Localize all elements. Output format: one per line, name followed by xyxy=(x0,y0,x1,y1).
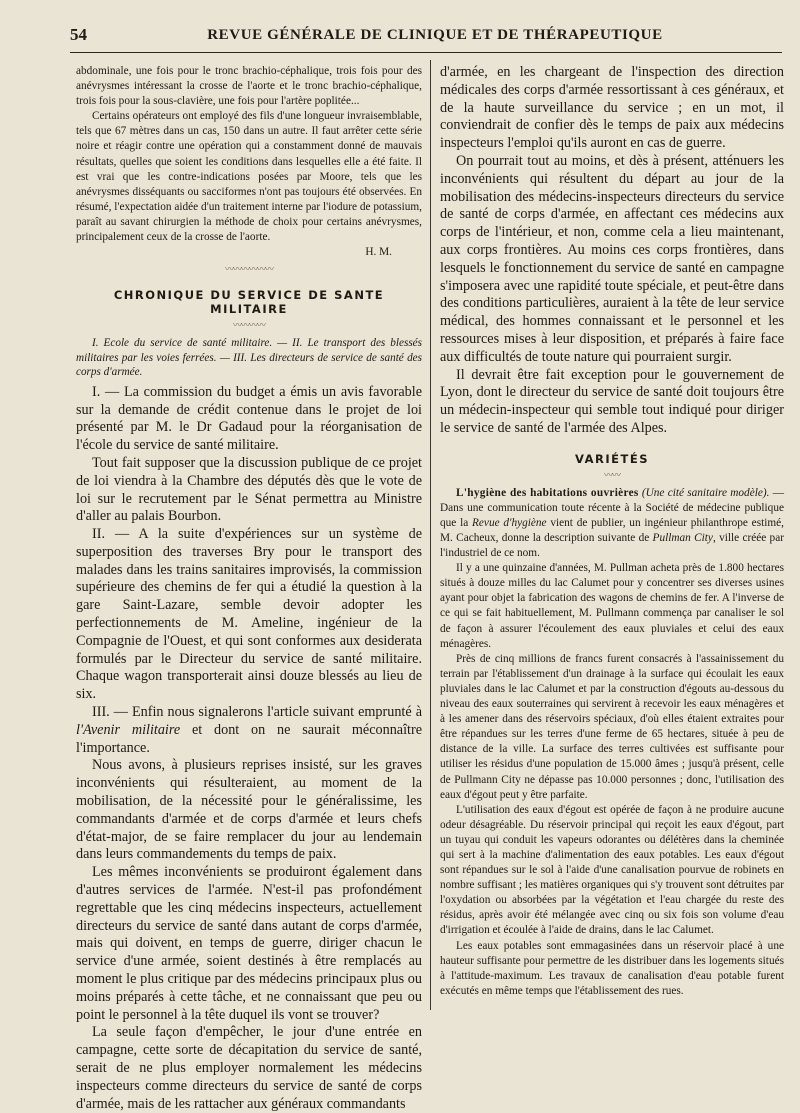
body-paragraph: L'utilisation des eaux d'égout est opérée de façon à ne produire aucune odeur désagréable. Du réservoir principal qui reçoit les eaux d'égout, part un tuyau qui conduit les vapeurs odorantes ou délétères dans la cheminée qui sert à la machine d'alimentation des eaux potables. Les eaux d'égout sont répandues sur le sol à l'aide d'une canalisation pourvue de robinets en nombre suffisant ; les matières organiques qui s'y trouvent sont détruites par l'oxydation ou absorbées par la végétation et l'eau chargée du reste des résidus, après avoir été mélangée avec cinq ou six fois son volume d'eau d'irrigation et écoulée à l'aide de drains, dans le lac Calumet. xyxy=(440,803,784,937)
section-title: CHRONIQUE DU SERVICE DE SANTE MILITAIRE xyxy=(113,288,385,317)
body-paragraph xyxy=(76,704,422,757)
left-column xyxy=(76,64,422,1112)
body-paragraph: Nous avons, à plusieurs reprises insisté, sur les graves inconvénients qui résulteraient, au moment de la mobilisation, de la nécessité pour le généralissime, les commandants d'armée et de corps d'armée et leurs chefs d'état-major, de se faire remplacer du jour au lendemain dans leurs commandements du temps de paix. xyxy=(76,757,422,863)
article-title: L'hygiène des habitations ouvrières xyxy=(456,486,639,499)
journal-title: Revue d'hygiène xyxy=(472,516,547,529)
text-run: III. — Enfin nous signalerons l'article suivant emprunté à xyxy=(92,704,422,721)
section-summary: I. Ecole du service de santé militaire. — II. Le transport des blessés militaires par les voies ferrées. — III. Les directeurs de service de santé des corps d'armée. xyxy=(76,337,422,379)
body-paragraph: Les eaux potables sont emmagasinées dans un réservoir placé à une hauteur suffisante pour permettre de les distribuer dans les logements situés à l'attitude-maximum. Les travaux de canalisation d'eau potable furent exécutés en même temps que l'établissement des rues. xyxy=(440,939,784,997)
ornament-divider: 〰〰 xyxy=(603,469,620,480)
body-paragraph: On pourrait tout au moins, et dès à présent, atténuers les inconvénients qui résultent du départ au jour de la mobilisation des médecins-inspecteurs directeurs du service de santé de corps d'armée, en affectant ces médecins aux corps de l'intérieur, et non, comme cela a lieu maintenant, aux corps frontières. Au moins ces corps frontières, dans lesquels le fonctionnement du service de santé en campagne s'imposera avec une rapidité toute spéciale, et peut-être dans des conditions particulières, auraient à la tête de leur service médical, des hommes connaissant et le personnel et les ressources mises à leur disposition, et préparés à faire face aux difficultés de toute nature qui pourraient surgir. xyxy=(440,152,784,365)
body-paragraph: Tout fait supposer que la discussion publique de ce projet de loi viendra à la Chambre des députés dès que le vote de loi sur le recrutement par le Sénat permettra au Ministre d'aller au palais Bourbon. xyxy=(76,454,422,525)
journal-title: l'Avenir militaire xyxy=(76,721,181,738)
header-rule xyxy=(70,52,782,53)
right-column xyxy=(440,64,784,1040)
column-divider xyxy=(430,60,431,1010)
body-paragraph: Il devrait être fait exception pour le gouvernement de Lyon, dont le directeur du service de santé doit toujours être un médecin-inspecteur qui semble tout indiqué pour diriger le service de santé de l'armée des Alpes. xyxy=(440,366,784,436)
text-run: , ville créée par l'industriel de ce nom. xyxy=(440,532,784,560)
page-number: 54 xyxy=(70,25,87,44)
text-run: vient de publier, un ingénieur philanthrope estimé, M. Cacheux, donne la description suivante de xyxy=(440,516,784,545)
article-subtitle: (Une cité sanitaire modèle). xyxy=(641,486,770,499)
ornament-divider: 〰〰〰〰 xyxy=(232,320,265,331)
city-name: Pullman City xyxy=(652,532,713,545)
signature: H. M. xyxy=(365,246,392,259)
body-paragraph: Près de cinq millions de francs furent consacrés à l'assainissement du terrain par l'établissement d'un drainage à la surface qui écoulait les eaux pluviales dans le lac Calumet et par la construction d'égouts au-dessous du niveau des eaux souterraines qui servirent à recevoir les eaux ménagères et à les amener dans des réservoirs spéciaux, d'où elles étaient extraites pour être répandues sur les terres d'une ferme de 65 hectares, située à peu de distance de la ville. La surface des terres cultivées est suffisante pour utiliser les résidus d'une population de 15.000 âmes ; jusqu'à présent, celle de Pullmann City ne dépasse pas 10.000 personnes ; donc, l'utilisation des eaux d'égout peut y être parfaite. xyxy=(440,652,784,801)
running-title: REVUE GÉNÉRALE DE CLINIQUE ET DE THÉRAPEUTIQUE xyxy=(207,26,663,43)
body-paragraph: I. — La commission du budget a émis un avis favorable sur la demande de crédit contenue dans le projet de loi présenté par M. le Dr Gadaud pour la réorganisation de l'école du service de santé militaire. xyxy=(76,383,422,454)
body-paragraph: Il y a une quinzaine d'années, M. Pullman acheta près de 1.800 hectares situés à douze milles du lac Calumet pour y concentrer ses diverses usines ayant pour objet la fabrication des wagons de chemins de fer. A l'inverse de ce qui se fait habituellement, M. Pullmann commença par canaliser le sol de façon à assurer l'écoulement des eaux pluviales et celui des eaux ménagères. xyxy=(440,562,784,650)
text-run: — Dans une communication toute récente à la Société de médecine publique que la xyxy=(440,486,784,529)
body-paragraph: II. — A la suite d'expériences sur un système de superposition des traverses Bry pour le transport des malades dans les trains sanitaires improvisés, la commission supérieure des chemins de fer qui a étudié la question à la gare Saint-Lazare, semble devoir adopter les perfectionnements de M. Ameline, ingénieur de la Compagnie de l'Ouest, et qui sont conformes aux desiderata formulés par le Directeur du service de santé militaire. Chaque wagon transporterait ainsi douze blessés au lieu de six. xyxy=(76,526,422,703)
body-paragraph: d'armée, en les chargeant de l'inspection des direction médicales des corps d'armée ressortissant à ces généraux, et de la haute surveillance du service ; en un mot, il conviendrait de confier dès le temps de paix aux médecins inspecteurs l'emploi qu'ils auront en cas de guerre. xyxy=(440,64,784,152)
text-run: et dont on ne saurait méconnaître l'importance. xyxy=(76,721,422,756)
article-lead xyxy=(440,486,784,561)
section-title: VARIÉTÉS xyxy=(575,451,649,466)
body-paragraph: La seule façon d'empêcher, le jour d'une entrée en campagne, cette sorte de décapitation du service de santé, serait de ne plus employer normalement les médecins inspecteurs comme directeurs du service de santé de corps d'armée, mais de les rattacher aux généraux commandants xyxy=(76,1024,422,1112)
intro-paragraph: abdominale, une fois pour le tronc brachio-céphalique, trois fois pour des anévrysmes intéressant la crosse de l'aorte et le tronc brachio-céphalique, trois fois pour la sous-clavière, une fois pour l'artère poplitée... xyxy=(76,65,422,108)
page-header xyxy=(70,20,740,50)
ornament-divider: 〰〰〰〰〰〰 xyxy=(224,264,273,275)
body-paragraph: Les mêmes inconvénients se produiront également dans d'autres services de l'armée. N'est-il pas profondément regrettable que les cinq médecins inspecteurs, actuellement directeurs du service de santé dans autant de corps d'armée, mais qui doivent, en temps de guerre, diriger chacun le service d'une armée, soient destinés à être remplacés au moment le plus critique par des médecins principaux plus ou moins préparés à cette tâche, et ne connaissant que peu ou point le personnel à la tête duquel ils vont se trouver? xyxy=(76,864,422,1023)
intro-paragraph: Certains opérateurs ont employé des fils d'une longueur invraisemblable, tels que 67 mètres dans un cas, 150 dans un autre. Il faut arrêter cette série noire et réagir contre une opération qui a constamment donné de mauvais résultats, quelles que soient les conditions dans lesquelles elle a été faite. Il est vrai que les contre-indications posées par Moore, tels que les anévrysmes disséquants ou sacciformes n'ont pas toujours été observées. En résumé, l'expectation aidée d'un traitement interne par l'iodure de potassium, paraît au savant chirurgien la méthode de choix pour certains anévrysmes, principalement ceux de la crosse de l'aorte. xyxy=(76,110,422,244)
